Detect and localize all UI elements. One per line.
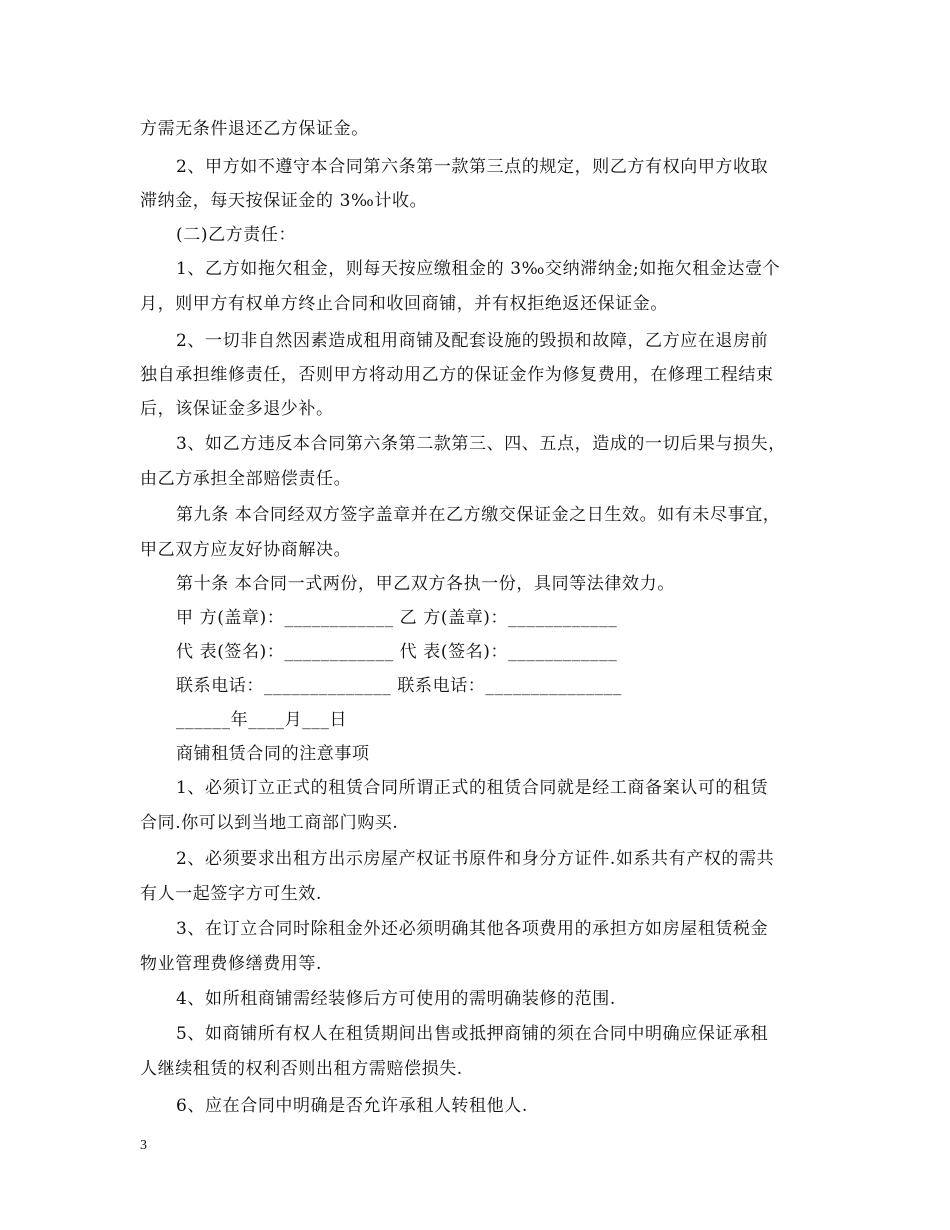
text-line: 合同.你可以到当地工商部门购买. bbox=[140, 813, 399, 833]
signature-line-date: ______年____月___日 bbox=[176, 710, 348, 730]
text-line: 2、甲方如不遵守本合同第六条第一款第三点的规定，则乙方有权向甲方收取 bbox=[176, 157, 769, 177]
text-line: 有人一起签字方可生效. bbox=[140, 884, 323, 904]
text-line: 2、一切非自然因素造成租用商铺及配套设施的毁损和故障，乙方应在退房前 bbox=[176, 331, 769, 351]
page-number: 3 bbox=[140, 1138, 147, 1153]
text-line: 3、如乙方违反本合同第六条第二款第三、四、五点，造成的一切后果与损失， bbox=[176, 434, 786, 454]
text-line: 5、如商铺所有权人在租赁期间出售或抵押商铺的须在合同中明确应保证承租 bbox=[176, 1024, 769, 1044]
text-line: 人继续租赁的权利否则出租方需赔偿损失. bbox=[140, 1059, 463, 1079]
text-line: 1、必须订立正式的租赁合同所谓正式的租赁合同就是经工商备案认可的租赁 bbox=[176, 778, 769, 798]
text-line: 方需无条件退还乙方保证金。 bbox=[140, 119, 369, 139]
text-line: 1、乙方如拖欠租金，则每天按应缴租金的 3‰交纳滞纳金;如拖欠租金达壹个 bbox=[176, 259, 781, 279]
text-line: 滞纳金，每天按保证金的 3‰计收。 bbox=[140, 191, 428, 211]
section-heading: (二)乙方责任： bbox=[176, 225, 297, 245]
text-line: 第九条 本合同经双方签字盖章并在乙方缴交保证金之日生效。如有未尽事宜， bbox=[176, 505, 781, 525]
text-line: 甲乙双方应友好协商解决。 bbox=[140, 540, 352, 560]
text-line: 月，则甲方有权单方终止合同和收回商铺，并有权拒绝返还保证金。 bbox=[140, 294, 668, 314]
text-line: 独自承担维修责任，否则甲方将动用乙方的保证金作为修复费用，在修理工程结束 bbox=[140, 365, 774, 385]
text-line: 3、在订立合同时除租金外还必须明确其他各项费用的承担方如房屋租赁税金 bbox=[176, 919, 769, 939]
text-line: 2、必须要求出租方出示房屋产权证书原件和身分方证件.如系共有产权的需共 bbox=[176, 849, 775, 869]
text-line: 6、应在合同中明确是否允许承租人转租他人. bbox=[176, 1096, 528, 1116]
text-line: 由乙方承担全部赔偿责任。 bbox=[140, 469, 352, 489]
section-heading: 商铺租赁合同的注意事项 bbox=[176, 744, 370, 764]
signature-line-phone: 联系电话：______________ 联系电话：_______________ bbox=[176, 676, 622, 696]
text-line: 物业管理费修缮费用等. bbox=[140, 954, 323, 974]
signature-line-representative: 代 表(签名)：____________ 代 表(签名)：____________ bbox=[176, 642, 618, 662]
text-line: 4、如所租商铺需经装修后方可使用的需明确装修的范围. bbox=[176, 989, 616, 1009]
text-line: 后，该保证金多退少补。 bbox=[140, 399, 334, 419]
text-line: 第十条 本合同一式两份，甲乙双方各执一份，具同等法律效力。 bbox=[176, 574, 675, 594]
signature-line-party: 甲 方(盖章)：____________ 乙 方(盖章)：____________ bbox=[176, 608, 618, 628]
